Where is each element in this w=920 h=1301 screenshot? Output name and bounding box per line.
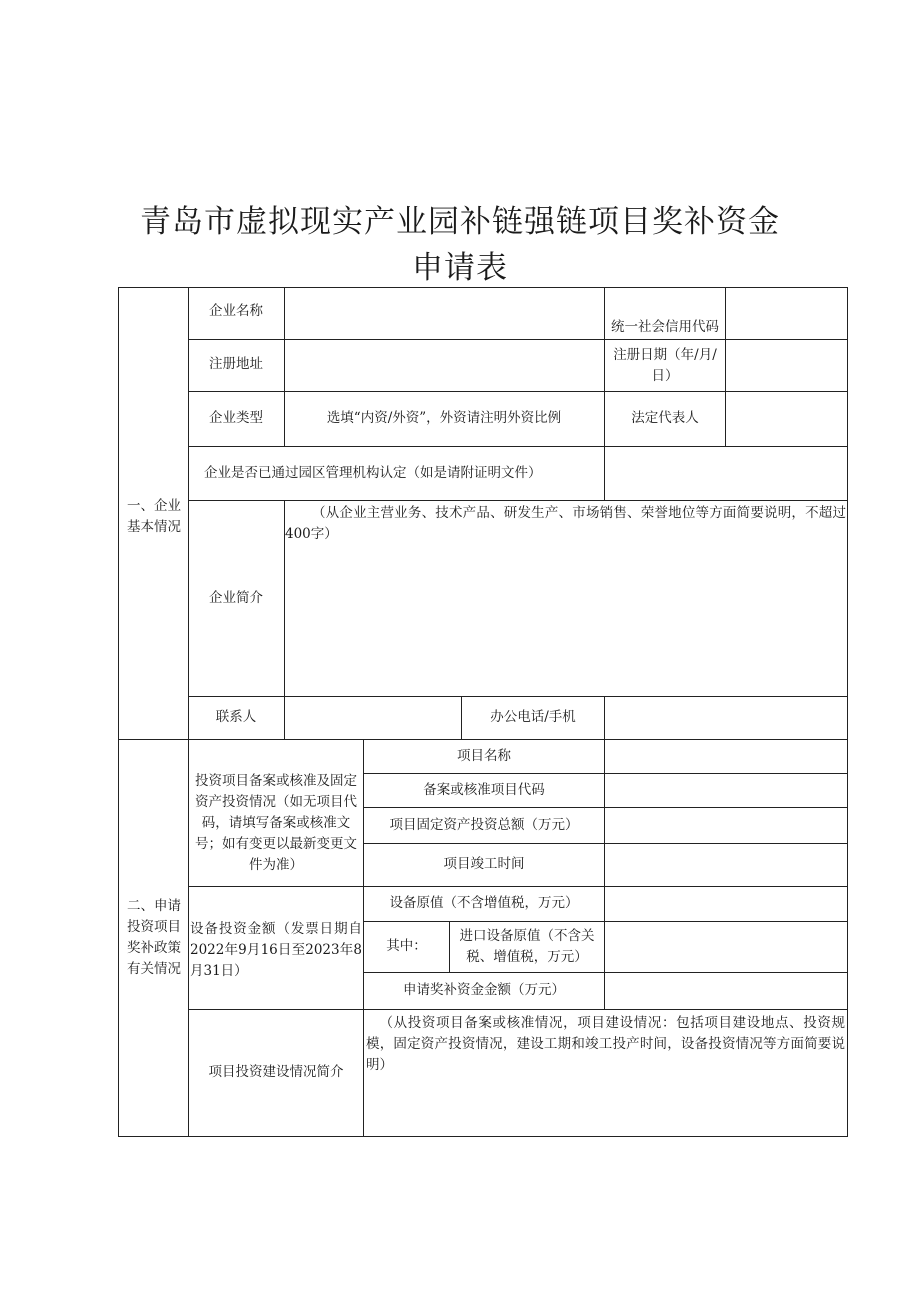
fixed-asset-total-label: 项目固定资产投资总额（万元） (389, 817, 579, 833)
import-equipment-label: 进口设备原值（不含关税、增值税，万元） (459, 928, 595, 965)
credit-code-label: 统一社会信用代码 (611, 319, 719, 335)
project-code-label: 备案或核准项目代码 (423, 782, 545, 798)
among-label: 其中： (386, 938, 427, 954)
summary-label: 项目投资建设情况简介 (208, 1064, 344, 1080)
table-border-top (118, 287, 848, 288)
column-divider (188, 287, 189, 1137)
application-form-table (118, 287, 848, 1137)
subsidy-amount-field[interactable] (606, 974, 845, 1008)
row-divider (188, 339, 848, 340)
section-divider (118, 739, 848, 740)
contact-field[interactable] (286, 698, 459, 738)
company-type-field[interactable]: 选填“内资/外资”，外资请注明外资比例 (326, 410, 562, 426)
address-field[interactable] (286, 341, 602, 390)
subsidy-amount-label: 申请奖补资金金额（万元） (403, 982, 565, 998)
table-border-bottom (118, 1136, 848, 1137)
column-divider (725, 287, 726, 446)
table-border-right (847, 287, 848, 1137)
intro-label: 企业简介 (209, 590, 263, 606)
reg-date-label: 注册日期（年/月/日） (613, 347, 717, 384)
certified-field[interactable] (606, 448, 845, 499)
column-divider (449, 921, 450, 972)
row-divider (188, 500, 848, 501)
reg-date-field[interactable] (727, 341, 845, 390)
section1-label: 一、企业基本情况 (127, 498, 181, 535)
column-divider (363, 739, 364, 1136)
row-divider (363, 773, 848, 774)
company-name-field[interactable] (286, 289, 602, 338)
column-divider (284, 287, 285, 446)
column-divider (461, 696, 462, 739)
form-title-line1: 青岛市虚拟现实产业园补链强链项目奖补资金 (140, 204, 780, 240)
contact-label: 联系人 (215, 709, 257, 725)
row-divider (363, 807, 848, 808)
row-divider (188, 1009, 848, 1010)
certified-label: 企业是否已通过园区管理机构认定（如是请附证明文件） (204, 465, 542, 481)
equipment-value-field[interactable] (606, 888, 845, 920)
equipment-group-label: 设备投资金额（发票日期自2022年9月16日至2023年8月31日） (190, 921, 362, 979)
legal-rep-field[interactable] (727, 393, 845, 445)
phone-label: 办公电话/手机 (490, 709, 576, 725)
column-divider (604, 287, 605, 500)
row-divider (188, 696, 848, 697)
equipment-value-label: 设备原值（不含增值税，万元） (389, 895, 579, 911)
completion-time-label: 项目竣工时间 (443, 856, 525, 872)
company-name-label: 企业名称 (209, 303, 263, 319)
column-divider (604, 696, 605, 739)
form-title-line2: 申请表 (412, 250, 508, 286)
row-divider (188, 446, 848, 447)
table-border-left (118, 287, 119, 1137)
summary-field[interactable]: （从投资项目备案或核准情况，项目建设情况：包括项目建设地点、投资规模，固定资产投资情况，建设工期和竣工投产时间，设备投资情况等方面简要说明） (366, 1015, 845, 1073)
fixed-asset-total-field[interactable] (606, 809, 845, 842)
section2-label: 二、申请投资项目奖补政策有关情况 (127, 898, 181, 977)
completion-time-field[interactable] (606, 845, 845, 885)
legal-rep-label: 法定代表人 (631, 410, 699, 426)
credit-code-field[interactable] (727, 289, 845, 338)
project-name-field[interactable] (606, 741, 845, 772)
row-divider (363, 972, 848, 973)
column-divider (604, 739, 605, 1009)
project-name-label: 项目名称 (457, 748, 511, 764)
row-divider (188, 391, 848, 392)
phone-field[interactable] (606, 698, 845, 738)
row-divider (363, 921, 848, 922)
company-type-label: 企业类型 (209, 410, 263, 426)
row-divider (188, 886, 848, 887)
row-divider (363, 843, 848, 844)
address-label: 注册地址 (209, 356, 263, 372)
invest-group-label: 投资项目备案或核准及固定资产投资情况（如无项目代码，请填写备案或核准文号；如有变更以最新变更文件为准） (195, 773, 357, 873)
project-code-field[interactable] (606, 775, 845, 806)
import-equipment-field[interactable] (606, 923, 845, 971)
intro-field[interactable]: （从企业主营业务、技术产品、研发生产、市场销售、荣誉地位等方面简要说明，不超过400字） (285, 505, 846, 542)
